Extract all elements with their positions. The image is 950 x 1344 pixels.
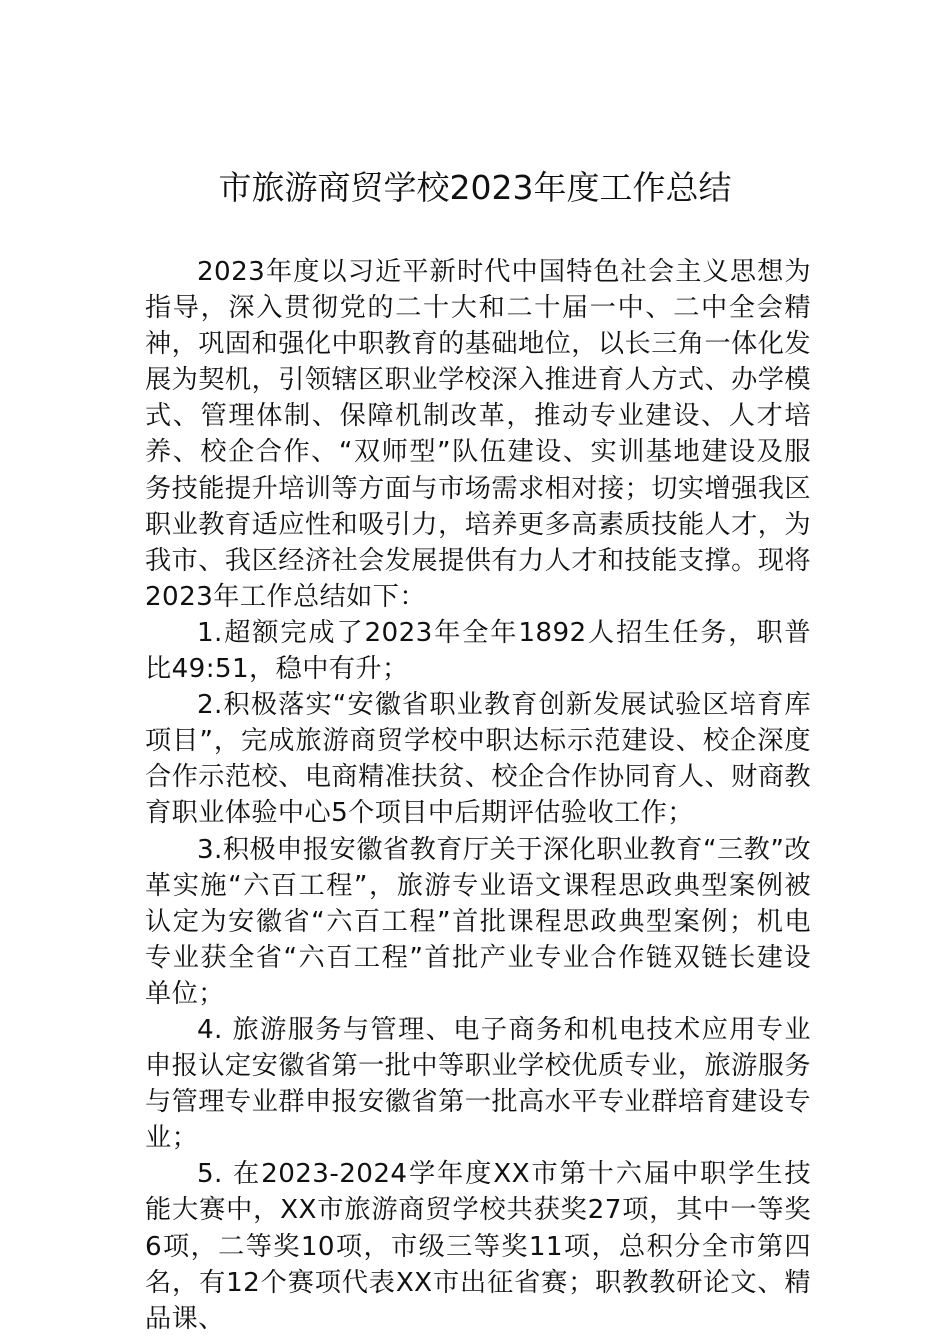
document-title: 市旅游商贸学校2023年度工作总结 <box>218 168 732 207</box>
intro-paragraph: 2023年度以习近平新时代中国特色社会主义思想为指导，深入贯彻党的二十大和二十届一中、二中全会精神，巩固和强化中职教育的基础地位，以长三角一体化发展为契机，引领辖区职业学校深入推进育人方式、办学模式、管理体制、保障机制改革，推动专业建设、人才培养、校企合作、“双师型”队伍建设、实训基地建设及服务技能提升培训等方面与市场需求相对接；切实增强我区职业教育适应性和吸引力，培养更多高素质技能人才，为我市、我区经济社会发展提供有力人才和技能支撑。现将2023年工作总结如下： <box>145 257 811 612</box>
item-paragraph-1: 1.超额完成了2023年全年1892人招生任务，职普比49:51，稳中有升； <box>145 617 811 685</box>
item-paragraph-3: 3.积极申报安徽省教育厅关于深化职业教育“三教”改革实施“六百工程”，旅游专业语文课程思政典型案例被认定为安徽省“六百工程”首批课程思政典型案例；机电专业获全省“六百工程”首批产业专业合作链双链长建设单位； <box>145 834 811 1009</box>
item-paragraph-4: 4. 旅游服务与管理、电子商务和机电技术应用专业申报认定安徽省第一批中等职业学校优质专业，旅游服务与管理专业群申报安徽省第一批高水平专业群培育建设专业； <box>145 1014 811 1154</box>
item-paragraph-5: 5. 在2023-2024学年度XX市第十六届中职学生技能大赛中，XX市旅游商贸学校共获奖27项，其中一等奖6项，二等奖10项，市级三等奖11项，总积分全市第四名，有12个赛项代表XX市出征省赛；职教教研论文、精品课、 <box>145 1159 811 1334</box>
item-paragraph-2: 2.积极落实“安徽省职业教育创新发展试验区培育库项目”，完成旅游商贸学校中职达标示范建设、校企深度合作示范校、电商精准扶贫、校企合作协同育人、财商教育职业体验中心5个项目中后期评估验收工作； <box>145 690 811 829</box>
document-body <box>145 254 811 1337</box>
